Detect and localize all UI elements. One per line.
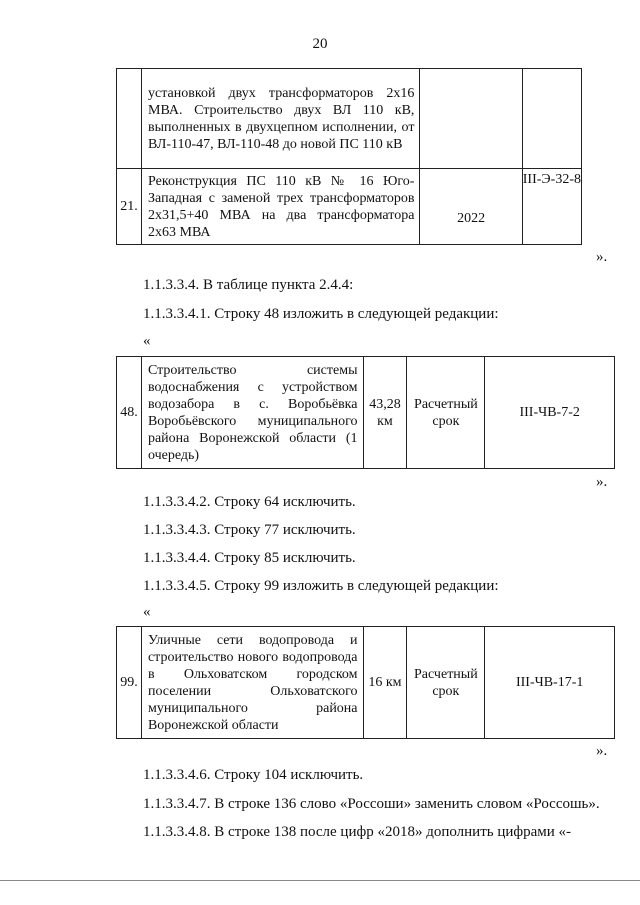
paragraph: 1.1.3.3.4.6. Строку 104 исключить.	[143, 767, 364, 783]
row-year	[420, 69, 522, 169]
table-top	[116, 68, 582, 245]
row-term: Расчетный срок	[407, 627, 485, 739]
paragraph: 1.1.3.3.4.3. Строку 77 исключить.	[143, 522, 356, 538]
row-number: 99.	[117, 627, 142, 739]
row-number: 21.	[117, 169, 142, 245]
row-number	[117, 69, 142, 169]
row-term: Расчетный срок	[407, 357, 485, 469]
row-length: 43,28 км	[363, 357, 407, 469]
closing-quote: ».	[596, 249, 608, 265]
row-code: III-ЧВ-17-1	[485, 627, 615, 739]
paragraph: 1.1.3.3.4.5. Строку 99 изложить в следующей редакции:	[143, 578, 499, 594]
row-code: III-ЧВ-7-2	[485, 357, 615, 469]
paragraph: 1.1.3.3.4.1. Строку 48 изложить в следующей редакции:	[143, 306, 499, 322]
paragraph: 1.1.3.3.4.8. В строке 138 после цифр «2018» дополнить цифрами «-	[143, 824, 572, 840]
paragraph: 1.1.3.3.4.4. Строку 85 исключить.	[143, 550, 356, 566]
page-number: 20	[312, 36, 328, 52]
closing-quote: ».	[596, 743, 608, 759]
paragraph: 1.1.3.3.4.2. Строку 64 исключить.	[143, 494, 356, 510]
opening-quote: «	[143, 604, 151, 620]
table-row	[117, 69, 582, 169]
table-row	[117, 627, 615, 739]
opening-quote: «	[143, 333, 151, 349]
row-description: Реконструкция ПС 110 кВ № 16 Юго-Западная с заменой трех трансформаторов 2х31,5+40 МВА на два трансформатора 2х63 МВА	[142, 169, 420, 245]
row-description: Строительство системы водоснабжения с устройством водозабора в с. Воробьёвка Воробьёвского муниципального района Воронежской области (1 очередь)	[141, 357, 363, 469]
row-length: 16 км	[363, 627, 407, 739]
paragraph: 1.1.3.3.4. В таблице пункта 2.4.4:	[143, 277, 354, 293]
row-code: III-Э-32-8	[522, 169, 581, 245]
paragraph: 1.1.3.3.4.7. В строке 136 слово «Россоши» заменить словом «Россошь».	[143, 796, 600, 812]
row-description: Уличные сети водопровода и строительство нового водопровода в Ольховатском городском поселении Ольховатского муниципального района Воронежской области	[141, 627, 363, 739]
row-code	[522, 69, 581, 169]
table-row-99	[116, 626, 615, 739]
row-number: 48.	[117, 357, 142, 469]
table-row	[117, 357, 615, 469]
row-year: 2022	[420, 169, 522, 245]
table-row	[117, 169, 582, 245]
table-row-48	[116, 356, 615, 469]
closing-quote: ».	[596, 474, 608, 490]
row-description: установкой двух трансформаторов 2х16 МВА. Строительство двух ВЛ 110 кВ, выполненных в двухцепном исполнении, от ВЛ-110-47, ВЛ-110-48 до новой ПС 110 кВ	[142, 69, 420, 169]
bottom-rule	[0, 880, 640, 881]
